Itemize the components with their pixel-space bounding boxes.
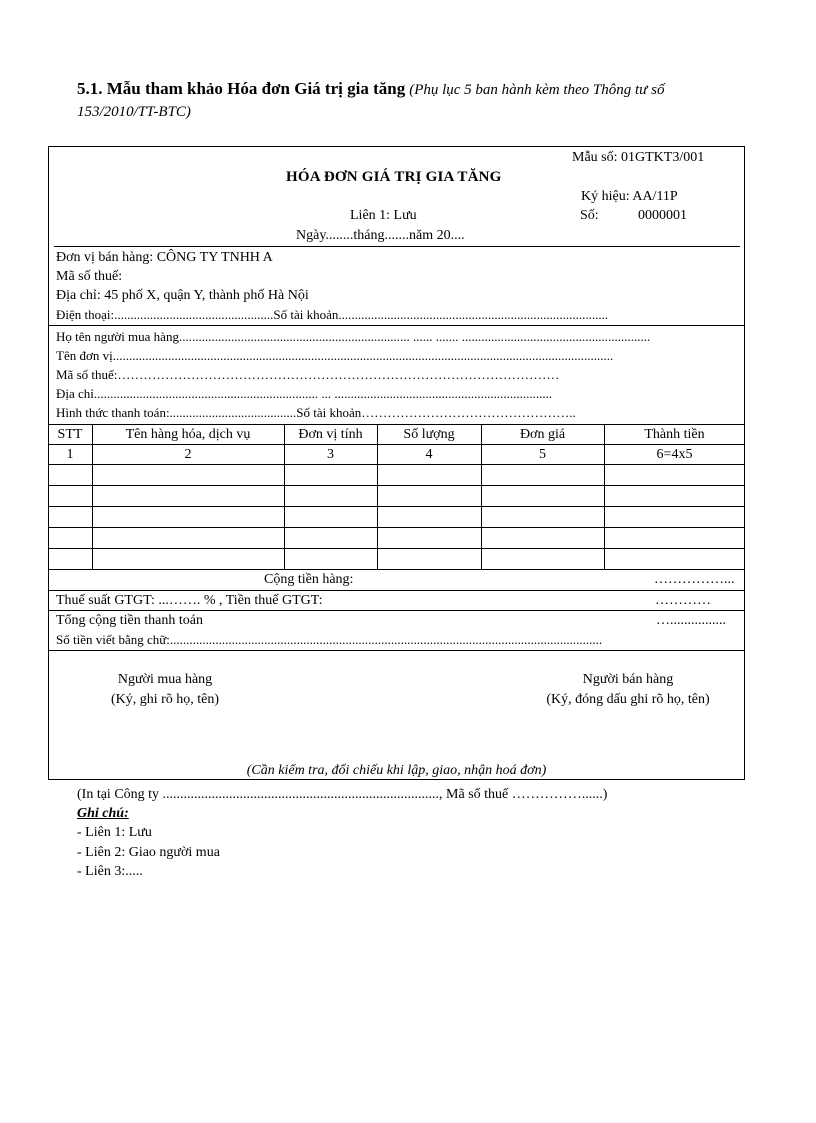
divider [48,590,745,591]
note-item: - Liên 3:..... [77,864,143,879]
table-border [48,444,745,445]
buyer-signature-note: (Ký, ghi rõ họ, tên) [110,692,220,707]
table-border [481,424,482,569]
heading-title: 5.1. Mẫu tham khảo Hóa đơn Giá trị gia tăng [77,79,406,98]
divider [48,325,745,326]
invoice-date: Ngày........tháng.......năm 20.... [296,228,465,243]
vat-value: ………… [655,593,711,608]
buyer-signature-title: Người mua hàng [117,672,213,687]
divider [48,610,745,611]
table-border [92,424,93,569]
seller-name: Đơn vị bán hàng: CÔNG TY TNHH A [56,250,273,265]
divider [48,650,745,651]
table-cell: 4 [425,447,433,462]
table-cell: 2 [184,447,192,462]
column-header: Thành tiền [644,427,705,442]
heading-subtitle: (Phụ lục 5 ban hành kèm theo Thông tư số 153/2010/TT-BTC) [77,82,665,120]
form-number: Mẫu số: 01GTKT3/001 [572,150,705,165]
notes-label: Ghi chú: [77,806,129,821]
buyer-unit: Tên đơn vị.......................................................................................................................................................... [56,348,614,363]
table-border [48,527,745,528]
seller-address: Địa chỉ: 45 phố X, quận Y, thành phố Hà Nội [56,288,309,303]
table-border [377,424,378,569]
check-note: (Cần kiểm tra, đối chiếu khi lập, giao, nhận hoá đơn) [246,763,547,778]
table-border [48,485,745,486]
page-heading [77,78,747,123]
note-item: - Liên 2: Giao người mua [77,845,220,860]
divider [54,246,740,247]
table-border [48,506,745,507]
table-border [48,424,745,425]
table-cell: 1 [66,447,74,462]
column-header: Đơn giá [519,427,566,442]
invoice-number-label: Số: [580,208,599,223]
printed-at: (In tại Công ty ..............................................................................., Mã số thuế ……………......) [77,787,608,802]
invoice-copy: Liên 1: Lưu [350,208,417,223]
table-border [48,464,745,465]
seller-tax: Mã số thuế: [56,269,123,284]
subtotal-label: Cộng tiền hàng: [264,572,354,587]
grand-total-label: Tổng cộng tiền thanh toán [56,613,203,628]
table-border [48,569,745,570]
buyer-tax: Mã số thuế:………………………………………………………………………………………… [56,367,560,382]
buyer-payment: Hình thức thanh toán:.......................................Số tài khoản………………………………………….. [56,405,576,420]
vat-line: Thuế suất GTGT: ...……. % , Tiền thuế GTGT: [56,593,323,608]
table-border [604,424,605,569]
buyer-address: Địa chỉ..................................................................... ... ................................................................... [56,386,553,401]
seller-signature-title: Người bán hàng [582,672,674,687]
seller-signature-note: (Ký, đóng dấu ghi rõ họ, tên) [546,692,710,707]
column-header: STT [57,427,83,442]
table-border [284,424,285,569]
subtotal-value: ……………... [654,572,735,587]
note-item: - Liên 1: Lưu [77,825,152,840]
table-cell: 5 [539,447,546,462]
invoice-symbol: Ký hiệu: AA/11P [581,189,678,204]
grand-total-value: …................ [656,613,726,628]
table-cell: 3 [327,447,334,462]
table-border [48,548,745,549]
column-header: Đơn vị tính [298,427,363,442]
invoice-title: HÓA ĐƠN GIÁ TRỊ GIA TĂNG [286,169,502,185]
invoice-number-value: 0000001 [638,208,687,223]
seller-phone: Điện thoại:.................................................Số tài khoản................................................................................... [56,307,609,322]
buyer-name: Họ tên người mua hàng....................................................................... ...... ....... .......................................................... [56,329,651,344]
column-header: Tên hàng hóa, dịch vụ [125,427,251,442]
column-header: Số lượng [403,427,455,442]
table-cell: 6=4x5 [656,447,693,462]
amount-in-words: Số tiền viết bằng chữ:..................................................................................................................................... [56,632,603,647]
